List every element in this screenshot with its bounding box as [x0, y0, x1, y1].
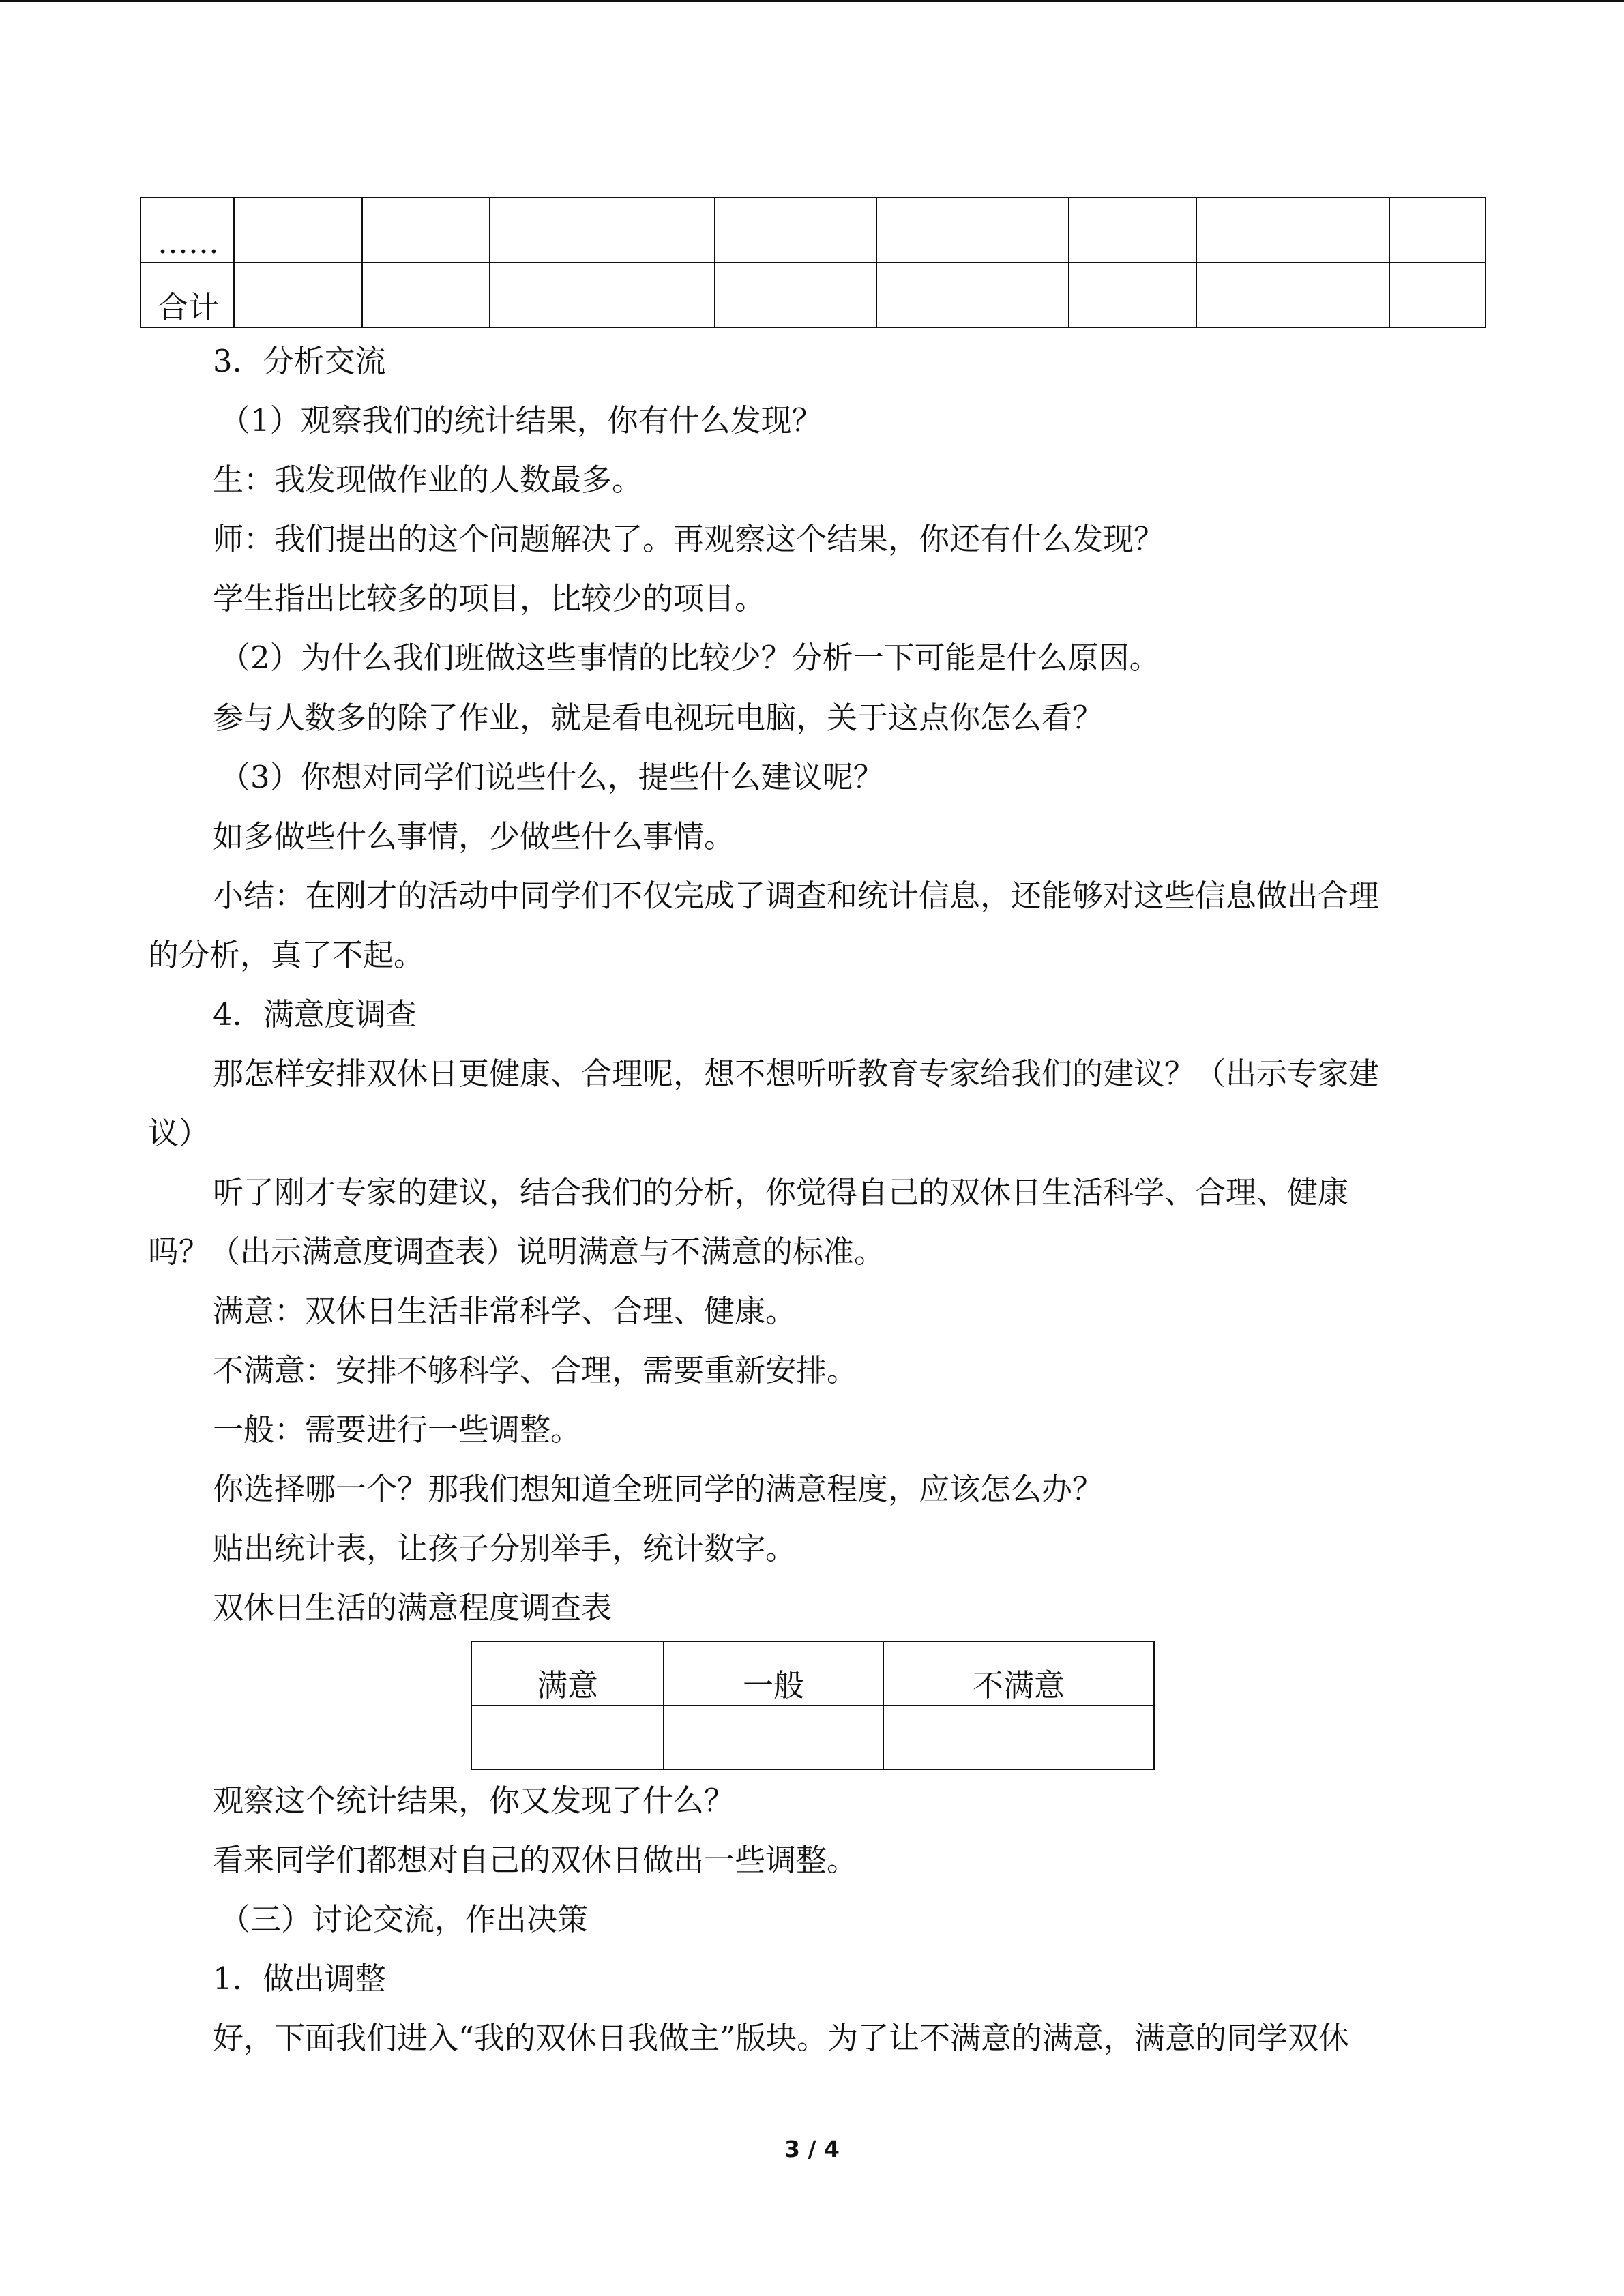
table-cell	[1069, 263, 1196, 327]
column-header: 满意	[471, 1641, 664, 1705]
section-heading-discussion: （三）讨论交流，作出决策	[220, 1901, 589, 1937]
section-heading-analysis: 3．分析交流	[213, 343, 386, 379]
table-row-label: ……	[141, 198, 234, 263]
table-row-label: 合计	[141, 263, 234, 327]
table-cell	[1389, 263, 1486, 327]
table-cell	[490, 263, 715, 327]
table-cell	[490, 198, 715, 263]
paragraph: （1）观察我们的统计结果，你有什么发现？	[220, 402, 823, 438]
paragraph: 你选择哪一个？那我们想知道全班同学的满意程度，应该怎么办？	[213, 1471, 1104, 1507]
table-cell	[1389, 198, 1486, 263]
paragraph-continuation: 吗？（出示满意度调查表）说明满意与不满意的标准。	[148, 1234, 885, 1270]
paragraph: 如多做些什么事情，少做些什么事情。	[213, 818, 735, 854]
paragraph: 参与人数多的除了作业，就是看电视玩电脑，关于这点你怎么看？	[213, 700, 1104, 736]
table-header-row	[471, 1641, 1154, 1705]
table-cell	[664, 1705, 883, 1770]
paragraph: 满意：双休日生活非常科学、合理、健康。	[213, 1293, 797, 1329]
table-cell	[1196, 263, 1389, 327]
subsection-heading-adjust: 1．做出调整	[213, 1960, 386, 1997]
paragraph-continuation: 议）	[148, 1115, 210, 1151]
table-cell	[876, 263, 1069, 327]
paragraph: 听了刚才专家的建议，结合我们的分析，你觉得自己的双休日生活科学、合理、健康	[213, 1174, 1349, 1210]
table-cell	[715, 198, 876, 263]
paragraph: 不满意：安排不够科学、合理，需要重新安排。	[213, 1352, 858, 1388]
satisfaction-survey-table	[471, 1641, 1155, 1770]
section-heading-satisfaction: 4．满意度调查	[213, 996, 417, 1032]
page-top-border	[0, 0, 1624, 2]
paragraph: 贴出统计表，让孩子分别举手，统计数字。	[213, 1530, 797, 1566]
table-cell	[362, 263, 490, 327]
table-row	[141, 263, 1486, 327]
table-row	[471, 1705, 1154, 1770]
table-cell	[234, 198, 362, 263]
table-cell	[234, 263, 362, 327]
table-cell	[715, 263, 876, 327]
paragraph: 观察这个统计结果，你又发现了什么？	[213, 1783, 735, 1819]
paragraph: 看来同学们都想对自己的双休日做出一些调整。	[213, 1842, 858, 1878]
table-row	[141, 198, 1486, 263]
paragraph-continuation: 的分析，真了不起。	[148, 937, 425, 973]
table-cell	[876, 198, 1069, 263]
page-number: 3 / 4	[784, 2136, 840, 2162]
column-header: 一般	[664, 1641, 883, 1705]
paragraph: 生：我发现做作业的人数最多。	[213, 462, 643, 498]
table-caption: 双休日生活的满意程度调查表	[213, 1590, 612, 1626]
table-cell	[471, 1705, 664, 1770]
paragraph: 师：我们提出的这个问题解决了。再观察这个结果，你还有什么发现？	[213, 521, 1165, 557]
activity-statistics-table	[140, 197, 1486, 328]
paragraph: 学生指出比较多的项目，比较少的项目。	[213, 580, 766, 616]
table-cell	[362, 198, 490, 263]
paragraph: （3）你想对同学们说些什么，提些什么建议呢？	[220, 759, 884, 795]
column-header: 不满意	[883, 1641, 1154, 1705]
table-cell	[1196, 198, 1389, 263]
paragraph: 小结：在刚才的活动中同学们不仅完成了调查和统计信息，还能够对这些信息做出合理	[213, 878, 1380, 914]
paragraph: 那怎样安排双休日更健康、合理呢，想不想听听教育专家给我们的建议？（出示专家建	[213, 1056, 1380, 1092]
table-cell	[1069, 198, 1196, 263]
paragraph: 一般：需要进行一些调整。	[213, 1412, 582, 1448]
paragraph: 好，下面我们进入“我的双休日我做主”版块。为了让不满意的满意，满意的同学双休	[213, 2020, 1350, 2056]
paragraph: （2）为什么我们班做这些事情的比较少？分析一下可能是什么原因。	[220, 640, 1160, 676]
table-cell	[883, 1705, 1154, 1770]
